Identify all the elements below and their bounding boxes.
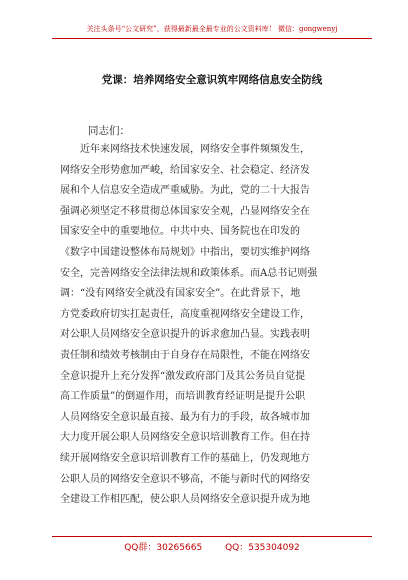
paragraph-line: 全建设工作相匹配，使公职人员网络安全意识提升成为地 <box>60 494 310 506</box>
paragraph-line: 责任制和绩效考核制由于自身存在局限性，不能在网络安 <box>60 349 310 361</box>
paragraph-line: 方党委政府切实扛起责任，高度重视网络安全建设工作， <box>60 308 310 320</box>
paragraph-line: 续开展网络安全意识培训教育工作的基础上，仍发现地方 <box>60 452 310 464</box>
header-divider <box>52 38 372 39</box>
paragraph-line: 公职人员的网络安全意识不够高，不能与新时代的网络安 <box>60 473 310 485</box>
greeting: 同志们： <box>88 125 130 137</box>
header-note: 关注头条号“公文研究”，获得最新最全最专业的公文资料库！ 微信：gongwenyj <box>86 25 338 33</box>
paragraph-line: 安全，完善网络安全法律法规和政策体系。而A总书记则强 <box>60 267 318 279</box>
footer-contact: QQ群：30265665 QQ：535304092 <box>124 543 300 553</box>
paragraph-line: 对公职人员网络安全意识提升的诉求愈加凸显。实践表明 <box>60 329 310 341</box>
paragraph-line: 全意识提升上充分发挥“激发政府部门及其公务员自觉提 <box>60 370 306 382</box>
paragraph-line: 人员网络安全意识最直接、最为有力的手段，故各城市加 <box>60 411 310 423</box>
document-title: 党课：培养网络安全意识筑牢网络信息安全防线 <box>101 74 323 86</box>
paragraph-line: 近年来网络技术快速发展，网络安全事件频频发生， <box>60 144 310 155</box>
body-paragraph <box>60 140 360 511</box>
paragraph-line: 国家安全中的重要地位。中共中央、国务院也在印发的 <box>60 226 300 238</box>
paragraph-line: 《数字中国建设整体布局规划》中指出，要切实维护网络 <box>60 246 310 258</box>
paragraph-line: 高工作质量”的倒逼作用，而培训教育经证明是提升公职 <box>60 391 306 403</box>
paragraph-line: 强调必须坚定不移贯彻总体国家安全观，凸显网络安全在 <box>60 205 310 217</box>
paragraph-line: 网络安全形势愈加严峻，给国家安全、社会稳定、经济发 <box>60 164 310 176</box>
paragraph-line: 展和个人信息安全造成严重威胁。为此，党的二十大报告 <box>60 185 310 197</box>
footer-divider <box>52 536 372 537</box>
paragraph-line: 大力度开展公职人员网络安全意识培训教育工作。但在持 <box>60 432 310 444</box>
paragraph-line: 调：“没有网络安全就没有国家安全”。在此背景下，地 <box>60 288 301 300</box>
